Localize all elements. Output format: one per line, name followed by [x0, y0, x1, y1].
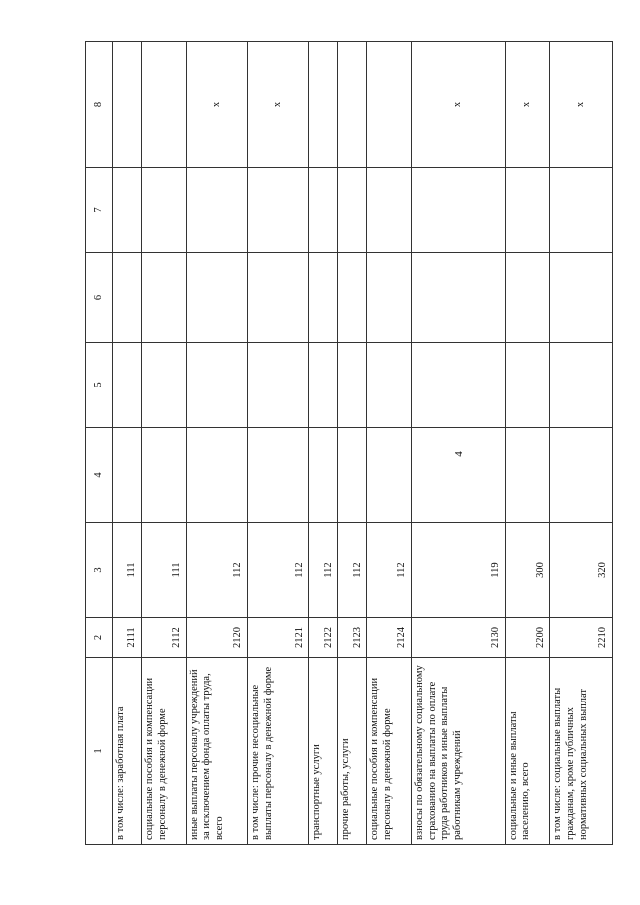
row-name: социальные и иные выплаты населению, всего — [505, 658, 550, 845]
col-header-8: 8 — [86, 42, 113, 168]
table-row — [550, 42, 613, 845]
row-name: в том числе: заработная плата — [113, 658, 142, 845]
col-header-7: 7 — [86, 168, 113, 253]
row-col8 — [142, 42, 187, 168]
row-col8: x — [412, 42, 506, 168]
col-header-1: 1 — [86, 658, 113, 845]
col-header-5: 5 — [86, 343, 113, 428]
row-kosgu: 112 — [248, 523, 309, 618]
col-header-2: 2 — [86, 618, 113, 658]
row-code: 2112 — [142, 618, 187, 658]
row-kosgu: 112 — [309, 523, 338, 618]
row-kosgu: 112 — [367, 523, 412, 618]
row-kosgu: 112 — [186, 523, 247, 618]
row-kosgu: 119 — [412, 523, 506, 618]
table-row — [142, 42, 187, 845]
row-code: 2200 — [505, 618, 550, 658]
row-kosgu: 300 — [505, 523, 550, 618]
row-name: социальные пособия и компенсации персоналу в денежной форме — [142, 658, 187, 845]
page-number: 4 — [453, 451, 465, 457]
table-row — [505, 42, 550, 845]
row-name: транспортные услуги — [309, 658, 338, 845]
row-code: 2123 — [338, 618, 367, 658]
row-code: 2122 — [309, 618, 338, 658]
rotated-table-wrapper — [85, 42, 613, 845]
row-code: 2121 — [248, 618, 309, 658]
table-row — [309, 42, 338, 845]
row-col8 — [309, 42, 338, 168]
row-kosgu: 112 — [338, 523, 367, 618]
row-kosgu: 111 — [142, 523, 187, 618]
row-code: 2111 — [113, 618, 142, 658]
row-name: прочие работы, услуги — [338, 658, 367, 845]
row-kosgu: 320 — [550, 523, 613, 618]
row-name: в том числе: социальные выплаты гражданам, кроме публичных нормативных социальных выплат — [550, 658, 613, 845]
table-row — [412, 42, 506, 845]
table-row — [248, 42, 309, 845]
row-name: иные выплаты персоналу учреждений за исключением фонда оплаты труда, всего — [186, 658, 247, 845]
row-col8: x — [248, 42, 309, 168]
row-col8: x — [550, 42, 613, 168]
col-header-3: 3 — [86, 523, 113, 618]
col-header-6: 6 — [86, 253, 113, 343]
row-name: взносы по обязательному социальному страхованию на выплаты по оплате труда работников и иные выплаты работникам учреждений — [412, 658, 506, 845]
row-kosgu: 111 — [113, 523, 142, 618]
row-code: 2124 — [367, 618, 412, 658]
table-header-row — [86, 42, 113, 845]
table-row — [367, 42, 412, 845]
row-name: в том числе: прочие несоциальные выплаты персоналу в денежной форме — [248, 658, 309, 845]
col-header-4: 4 — [86, 428, 113, 523]
table-row — [186, 42, 247, 845]
table-row — [338, 42, 367, 845]
row-col8: x — [505, 42, 550, 168]
row-name: социальные пособия и компенсации персоналу в денежной форме — [367, 658, 412, 845]
row-col8 — [367, 42, 412, 168]
row-code: 2120 — [186, 618, 247, 658]
table-row — [113, 42, 142, 845]
row-col8 — [113, 42, 142, 168]
row-col8: x — [186, 42, 247, 168]
budget-table — [85, 41, 613, 845]
row-code: 2210 — [550, 618, 613, 658]
row-col8 — [338, 42, 367, 168]
row-code: 2130 — [412, 618, 506, 658]
